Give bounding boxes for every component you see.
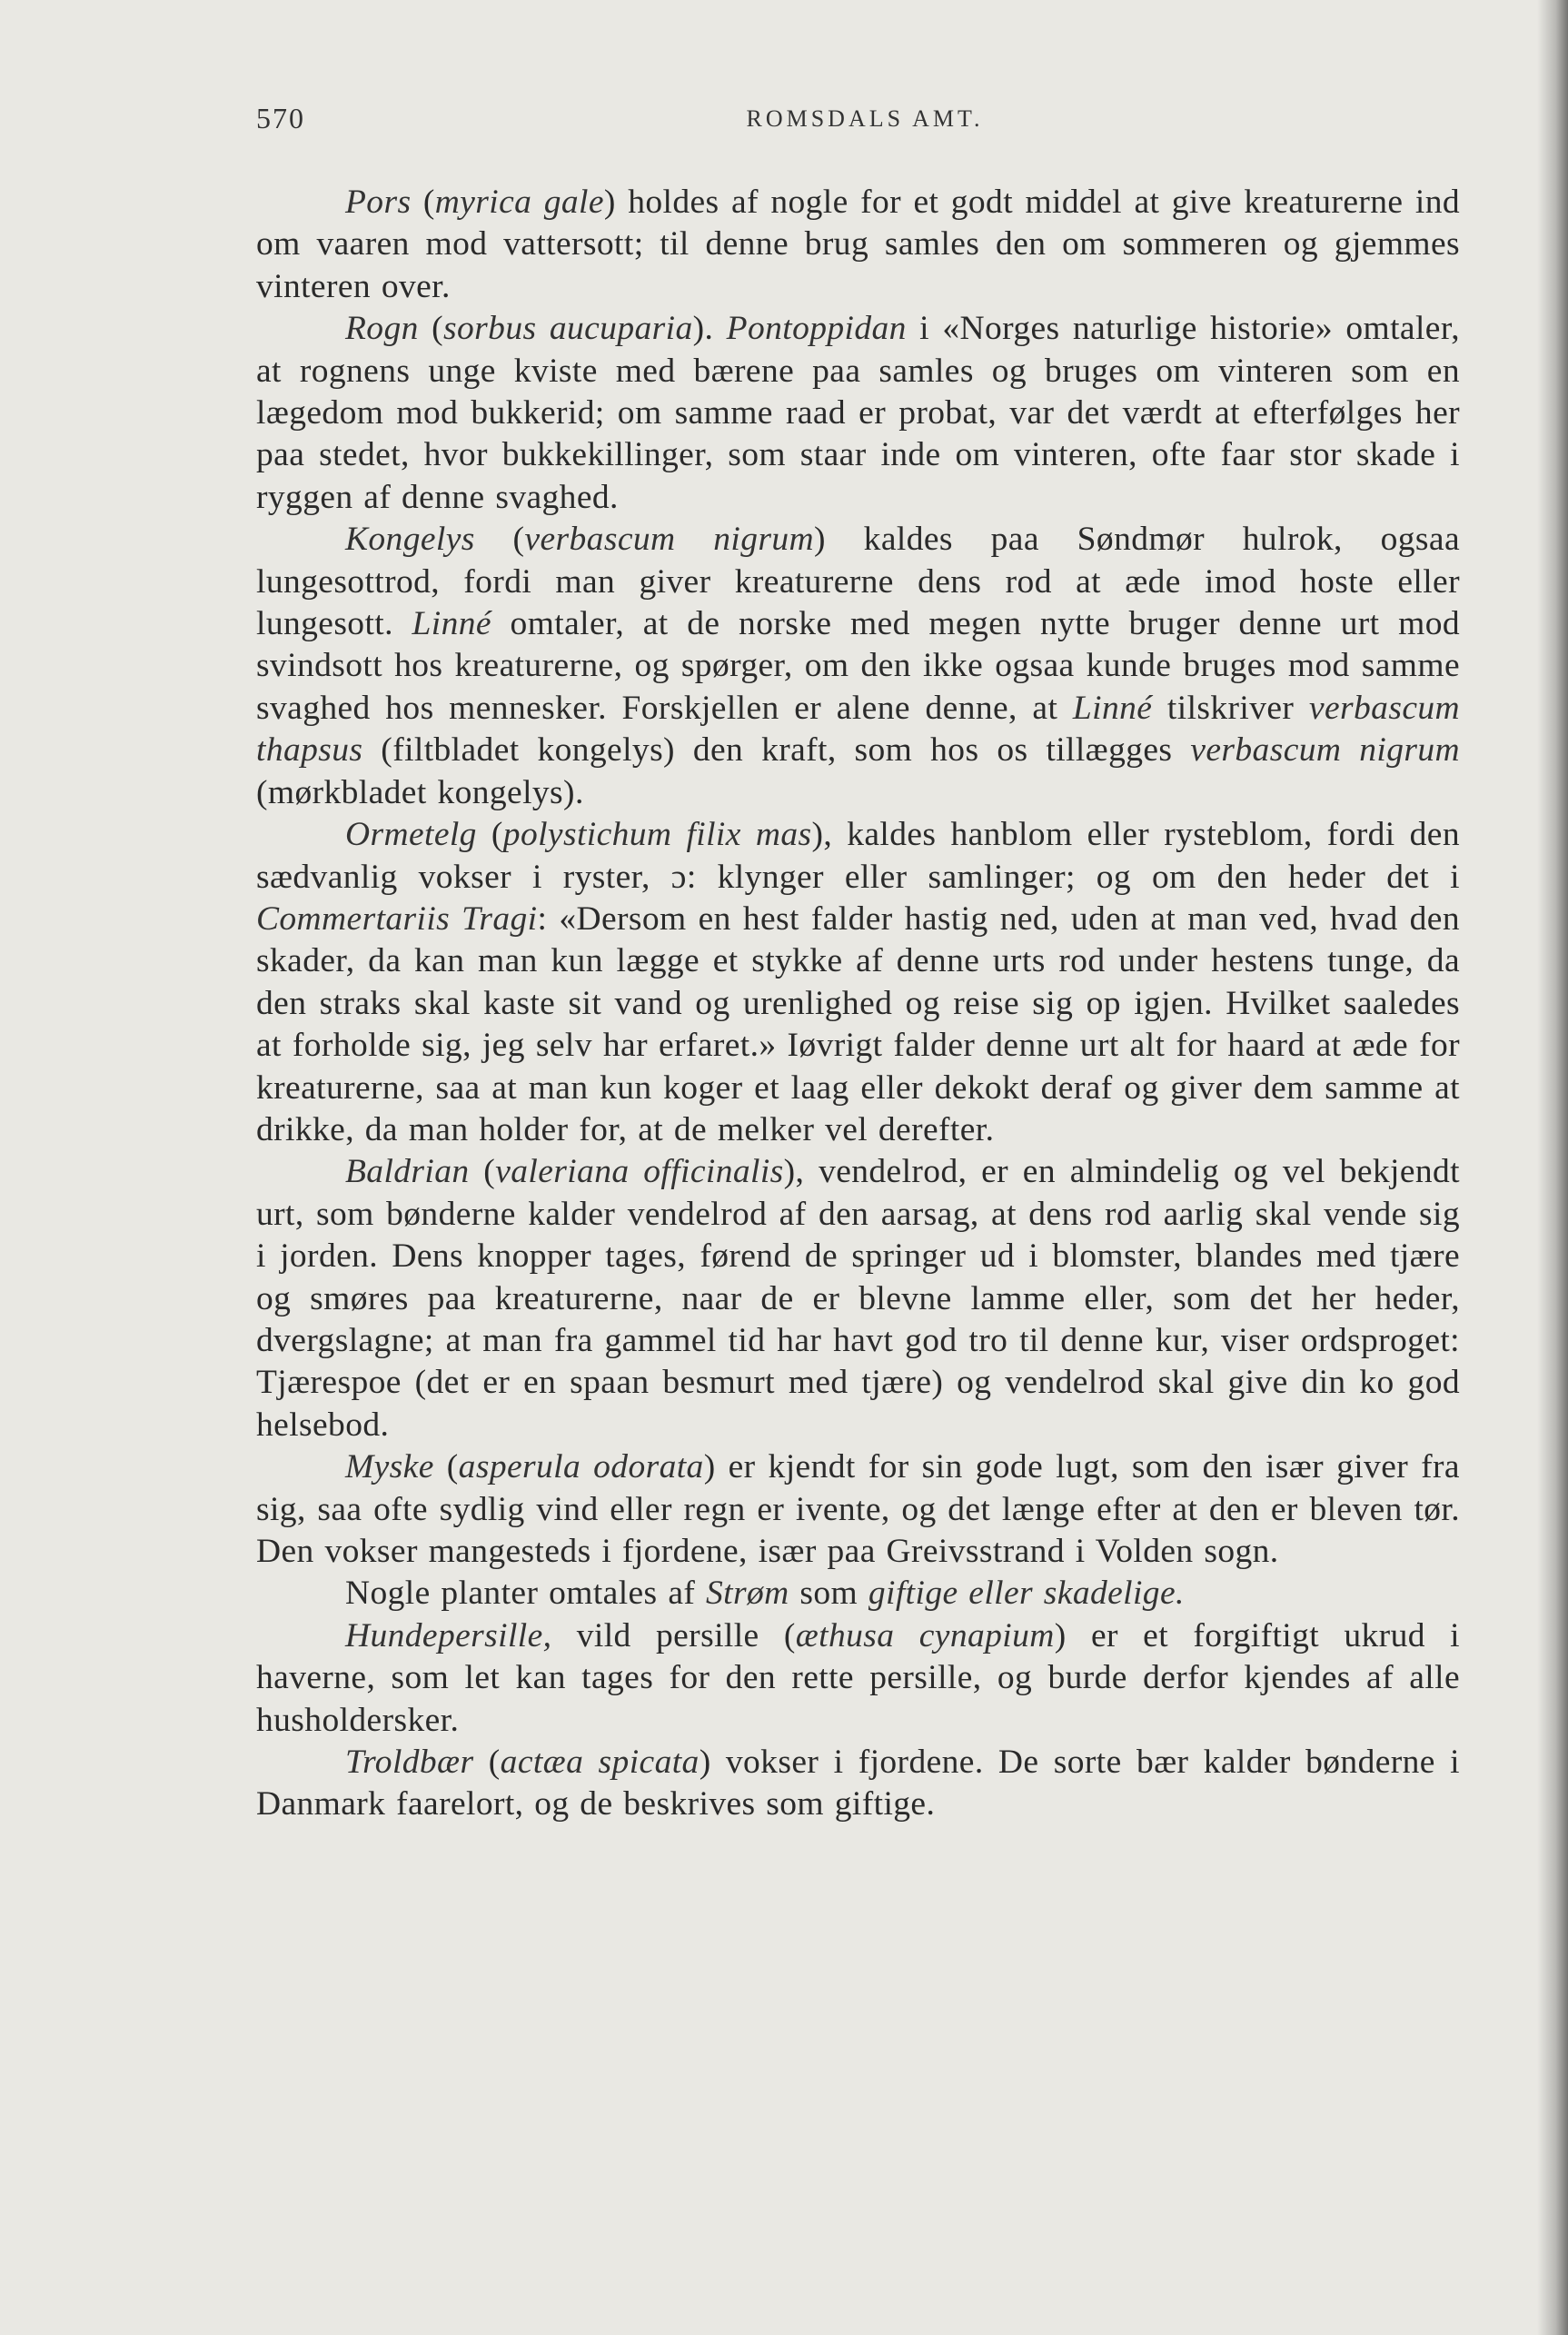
text-run: ) er kjendt for sin gode lugt, som den især giver fra sig, saa ofte sydlig vind eller regn er ivente, og det længe efter at den er bleven tør. Den vokser mangesteds i fjordene, især paa Greivsstrand i Volden sogn. <box>256 1448 1460 1570</box>
page-edge-shadow <box>1537 0 1568 2335</box>
text-run: ( <box>411 184 435 221</box>
paragraph <box>256 1151 1460 1446</box>
italic-term: Commertariis Tragi <box>256 899 538 938</box>
text-run: tilskriver <box>1152 689 1309 727</box>
italic-term: giftige eller skadelige. <box>868 1575 1185 1613</box>
text-run: ( <box>476 816 503 854</box>
italic-term: asperula odorata <box>458 1448 704 1486</box>
italic-term: Linné <box>412 605 491 643</box>
italic-term: Rogn <box>345 310 419 348</box>
text-run: ( <box>433 1448 459 1486</box>
italic-term: Troldbær <box>345 1744 474 1782</box>
italic-term: Myske <box>345 1448 434 1486</box>
text-run: omtaler, at de norske med megen nytte bruger denne urt mod svindsott hos kreaturerne, og spørger, om den ikke ogsaa kunde bruges mod samme svaghed hos mennesker. Forskjellen er alene denne, at <box>256 605 1460 727</box>
paragraph <box>256 1742 1460 1826</box>
paragraph <box>256 814 1460 1151</box>
body-text <box>256 182 1460 1826</box>
paragraph <box>256 182 1460 308</box>
text-run: ( <box>469 1153 496 1191</box>
text-run: ) vokser i fjordene. De sorte bær kalder bønderne i Danmark faarelort, og de beskrives som giftige. <box>256 1744 1460 1823</box>
italic-term: Pors <box>345 184 412 221</box>
text-run: ). <box>692 310 727 348</box>
text-run: (filtbladet kongelys) den kraft, som hos os tillægges <box>362 731 1191 770</box>
text-run: vild persille ( <box>551 1616 796 1654</box>
text-run: (mørkbladet kongelys). <box>256 773 584 811</box>
italic-term: Ormetelg <box>345 816 477 854</box>
italic-term: Pontoppidan <box>726 310 907 348</box>
italic-term: Kongelys <box>345 521 475 559</box>
italic-term: valeriana officinalis <box>495 1153 784 1191</box>
text-run: ( <box>473 1744 501 1782</box>
italic-term: verbascum thapsus <box>256 689 1460 770</box>
paragraph <box>256 1446 1460 1573</box>
text-run: : «Dersom en hest falder hastig ned, uden at man ved, hvad den skader, da kan man kun lægge et stykke af denne urts rod under hestens tunge, da den straks skal kaste sit vand og urenlighed og reise sig op igjen. Hvilket saaledes at forholde sig, jeg selv har erfaret.» Iøvrigt falder denne urt alt for haard at æde for kreaturerne, saa at man kun koger et laag eller dekokt deraf og giver dem samme at drikke, da man holder for, at de melker vel derefter. <box>256 899 1460 1148</box>
italic-term: Baldrian <box>345 1153 470 1191</box>
text-run: ( <box>418 310 444 348</box>
text-run: ), kaldes hanblom eller rysteblom, fordi den sædvanlig vokser i ryster, ɔ: klynger eller samlinger; og om den heder det i <box>256 816 1460 896</box>
text-run: ), vendelrod, er en almindelig og vel bekjendt urt, som bønderne kalder vendelrod af den aarsag, at dens rod aarlig skal vende sig i jorden. Dens knopper tages, førend de springer ud i blomster, blandes med tjære og smøres paa kreaturerne, naar de er blevne lamme eller, som det her heder, dvergslagne; at man fra gammel tid har havt god tro til denne kur, viser ordsproget: Tjærespoe (det er en spaan besmurt med tjære) og vendelrod skal give din ko god helsebod. <box>256 1153 1460 1444</box>
italic-term: myrica gale <box>434 184 604 221</box>
text-run: ) kaldes paa Søndmør hulrok, ogsaa lungesottrod, fordi man giver kreaturerne dens rod at æde imod hoste eller lungesott. <box>256 521 1460 643</box>
paragraph <box>256 1615 1460 1742</box>
text-run: ( <box>474 521 525 559</box>
italic-term: Linné <box>1072 689 1153 727</box>
page-header <box>256 102 1474 138</box>
text-run: som <box>789 1575 868 1613</box>
italic-term: actæa spicata <box>500 1744 700 1782</box>
italic-term: verbascum nigrum <box>1190 731 1461 770</box>
paragraph <box>256 1573 1460 1615</box>
italic-term: Hundepersille, <box>345 1616 552 1654</box>
italic-term: Strøm <box>706 1575 789 1613</box>
text-run: i «Norges naturlige historie» omtaler, at rognens unge kviste med bærene paa samles og bruges om vinteren som en lægedom mod bukkerid; om samme raad er probat, var det værdt at efterfølges her paa stedet, hvor bukkekillinger, som staar inde om vinteren, ofte faar stor skade i ryggen af denne svaghed. <box>256 310 1460 516</box>
italic-term: verbascum nigrum <box>524 521 815 559</box>
italic-term: sorbus aucuparia <box>443 310 693 348</box>
paragraph <box>256 308 1460 519</box>
text-run: ) holdes af nogle for et godt middel at give kreaturerne ind om vaaren mod vattersott; til denne brug samles den om sommeren og gjemmes vinteren over. <box>256 184 1460 305</box>
page-number: 570 <box>256 102 305 134</box>
running-title: ROMSDALS AMT. <box>746 105 984 132</box>
text-run: Nogle planter omtales af <box>345 1575 707 1613</box>
italic-term: polystichum filix mas <box>502 816 812 854</box>
italic-term: æthusa cynapium <box>795 1616 1055 1654</box>
text-run: ) er et forgiftigt ukrud i haverne, som let kan tages for den rette persille, og burde derfor kjendes af alle husholdersker. <box>256 1616 1460 1739</box>
paragraph <box>256 519 1460 814</box>
